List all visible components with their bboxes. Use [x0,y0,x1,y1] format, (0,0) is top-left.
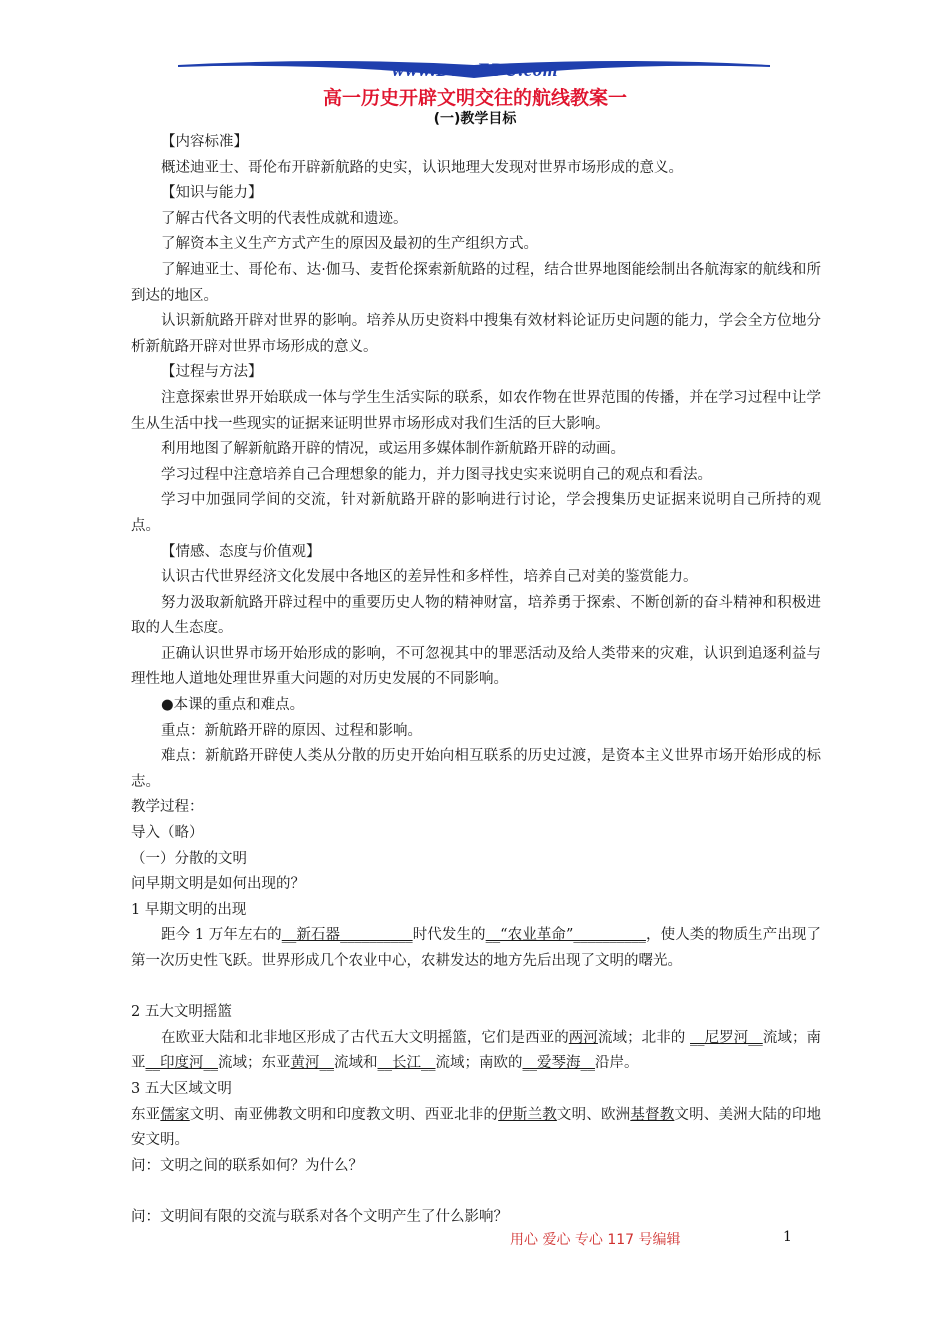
text-run: 文明、美洲大陆的印地安文明。 [131,1106,822,1149]
key-points-heading: ●本课的重点和难点。 [161,697,305,714]
page-number: 1 [783,1229,792,1245]
answer-blank: __尼罗河__ [690,1029,763,1046]
heading-emotion-values: 【情感、态度与价值观】 [161,543,321,560]
answer-blank: __爱琴海__ [522,1055,595,1072]
text-run: 沿岸。 [595,1055,639,1072]
paragraph: 了解资本主义生产方式产生的原因及最初的生产组织方式。 [161,236,538,253]
paragraph: 努力汲取新航路开辟过程中的重要历史人物的精神财富，培养勇于探索、不断创新的奋斗精神和积极进取的人生态度。 [131,594,821,637]
paragraph: 利用地图了解新航路开辟的情况，或运用多媒体制作新航路开辟的动画。 [161,441,625,458]
fill-in-paragraph [131,1026,821,1077]
text-run: 距今 1 万年左右的 [161,927,282,944]
question: 问：文明之间的联系如何？为什么？ [131,1157,363,1174]
paragraph: 导入（略） [131,825,204,842]
answer-blank: 伊斯兰教 [498,1106,557,1123]
fill-in-paragraph [131,923,821,974]
fill-in-paragraph [131,1103,821,1154]
heading-process-method: 【过程与方法】 [161,364,263,381]
document-title: 高一历史开辟文明交往的航线教案一 [322,87,627,109]
text-run: 在欧亚大陆和北非地区形成了古代五大文明摇篮，它们是西亚的 [161,1029,569,1046]
text-run: 流域；南欧的 [435,1055,523,1072]
heading-knowledge-ability: 【知识与能力】 [161,185,263,202]
answer-blank: 基督教 [630,1106,675,1123]
text-run: 流域和 [334,1055,378,1072]
paragraph: 注意探索世界开始联成一体与学生生活实际的联系，如农作物在世界范围的传播，并在学习过程中让学生从生活中找一些现实的证据来证明世界市场形成对我们生活的巨大影响。 [131,389,821,432]
text-run: 时代发生的 [412,927,486,944]
answer-blank: __印度河__ [145,1055,218,1072]
text-run: 文明、南亚佛教文明和印度教文明、西亚北非的 [189,1106,499,1123]
document-body [131,130,821,1231]
paragraph: 正确认识世界市场开始形成的影响，不可忽视其中的罪恶活动及给人类带来的灾难，认识到追逐利益与理性地人道地处理世界重大问题的对历史发展的不同影响。 [131,645,821,688]
section-heading: （一）分散的文明 [131,850,247,867]
paragraph: 学习中加强同学间的交流，针对新航路开辟的影响进行讨论，学会搜集历史证据来说明自己所持的观点。 [131,492,821,534]
logo-text: www.DearEDU.com [391,60,559,81]
footer-note: 用心 爱心 专心 117 号编辑 [510,1232,681,1248]
text-run: 文明、欧洲 [556,1106,631,1123]
paragraph: 难点：新航路开辟使人类从分散的历史开始向相互联系的历史过渡，是资本主义世界市场开始形成的标志。 [131,748,821,790]
answer-blank: 儒家 [160,1106,190,1123]
paragraph: 重点：新航路开辟的原因、过程和影响。 [161,722,422,739]
answer-blank: 两河 [568,1029,598,1046]
paragraph: 认识古代世界经济文化发展中各地区的差异性和多样性，培养自己对美的鉴赏能力。 [161,569,698,586]
text-run: 流域；南亚 [131,1029,822,1072]
subsection-heading: 2 五大文明摇篮 [131,1004,232,1021]
question: 问：文明间有限的交流与联系对各个文明产生了什么影响？ [131,1208,508,1225]
answer-blank: __“农业革命”__________ [485,927,646,944]
text-run: 流域；北非的 [597,1029,690,1046]
text-run: 流域；东亚 [218,1055,291,1072]
heading-content-standard: 【内容标准】 [161,134,248,150]
paragraph: 了解古代各文明的代表性成就和遗迹。 [161,210,408,227]
spacer [131,975,821,1001]
text-run: ，使人类的物质生产出现了第一次历史性飞跃。世界形成几个农业中心，农耕发达的地方先后出现了文明的曙光。 [131,927,822,969]
paragraph: 了解迪亚士、哥伦布、达·伽马、麦哲伦探索新航路的过程，结合世界地图能绘制出各航海家的航线和所到达的地区。 [131,261,821,304]
answer-blank: 黄河__ [290,1055,334,1072]
section-subtitle: (一)教学目标 [433,111,517,127]
question: 问早期文明是如何出现的？ [131,876,305,893]
spacer [131,1179,821,1205]
paragraph: 学习过程中注意培养自己合理想象的能力，并力图寻找史实来说明自己的观点和看法。 [161,466,712,483]
subsection-heading: 3 五大区域文明 [131,1080,232,1097]
subsection-heading: 1 早期文明的出现 [131,901,247,918]
paragraph: 教学过程： [131,799,204,816]
text-run: 东亚 [131,1106,161,1123]
answer-blank: __长江__ [377,1055,436,1072]
paragraph: 概述迪亚士、哥伦布开辟新航路的史实，认识地理大发现对世界市场形成的意义。 [161,159,683,176]
paragraph: 认识新航路开辟对世界的影响。培养从历史资料中搜集有效材料论证历史问题的能力，学会全方位地分析新航路开辟对世界市场形成的意义。 [131,313,821,355]
answer-blank: __新石器__________ [281,927,413,944]
